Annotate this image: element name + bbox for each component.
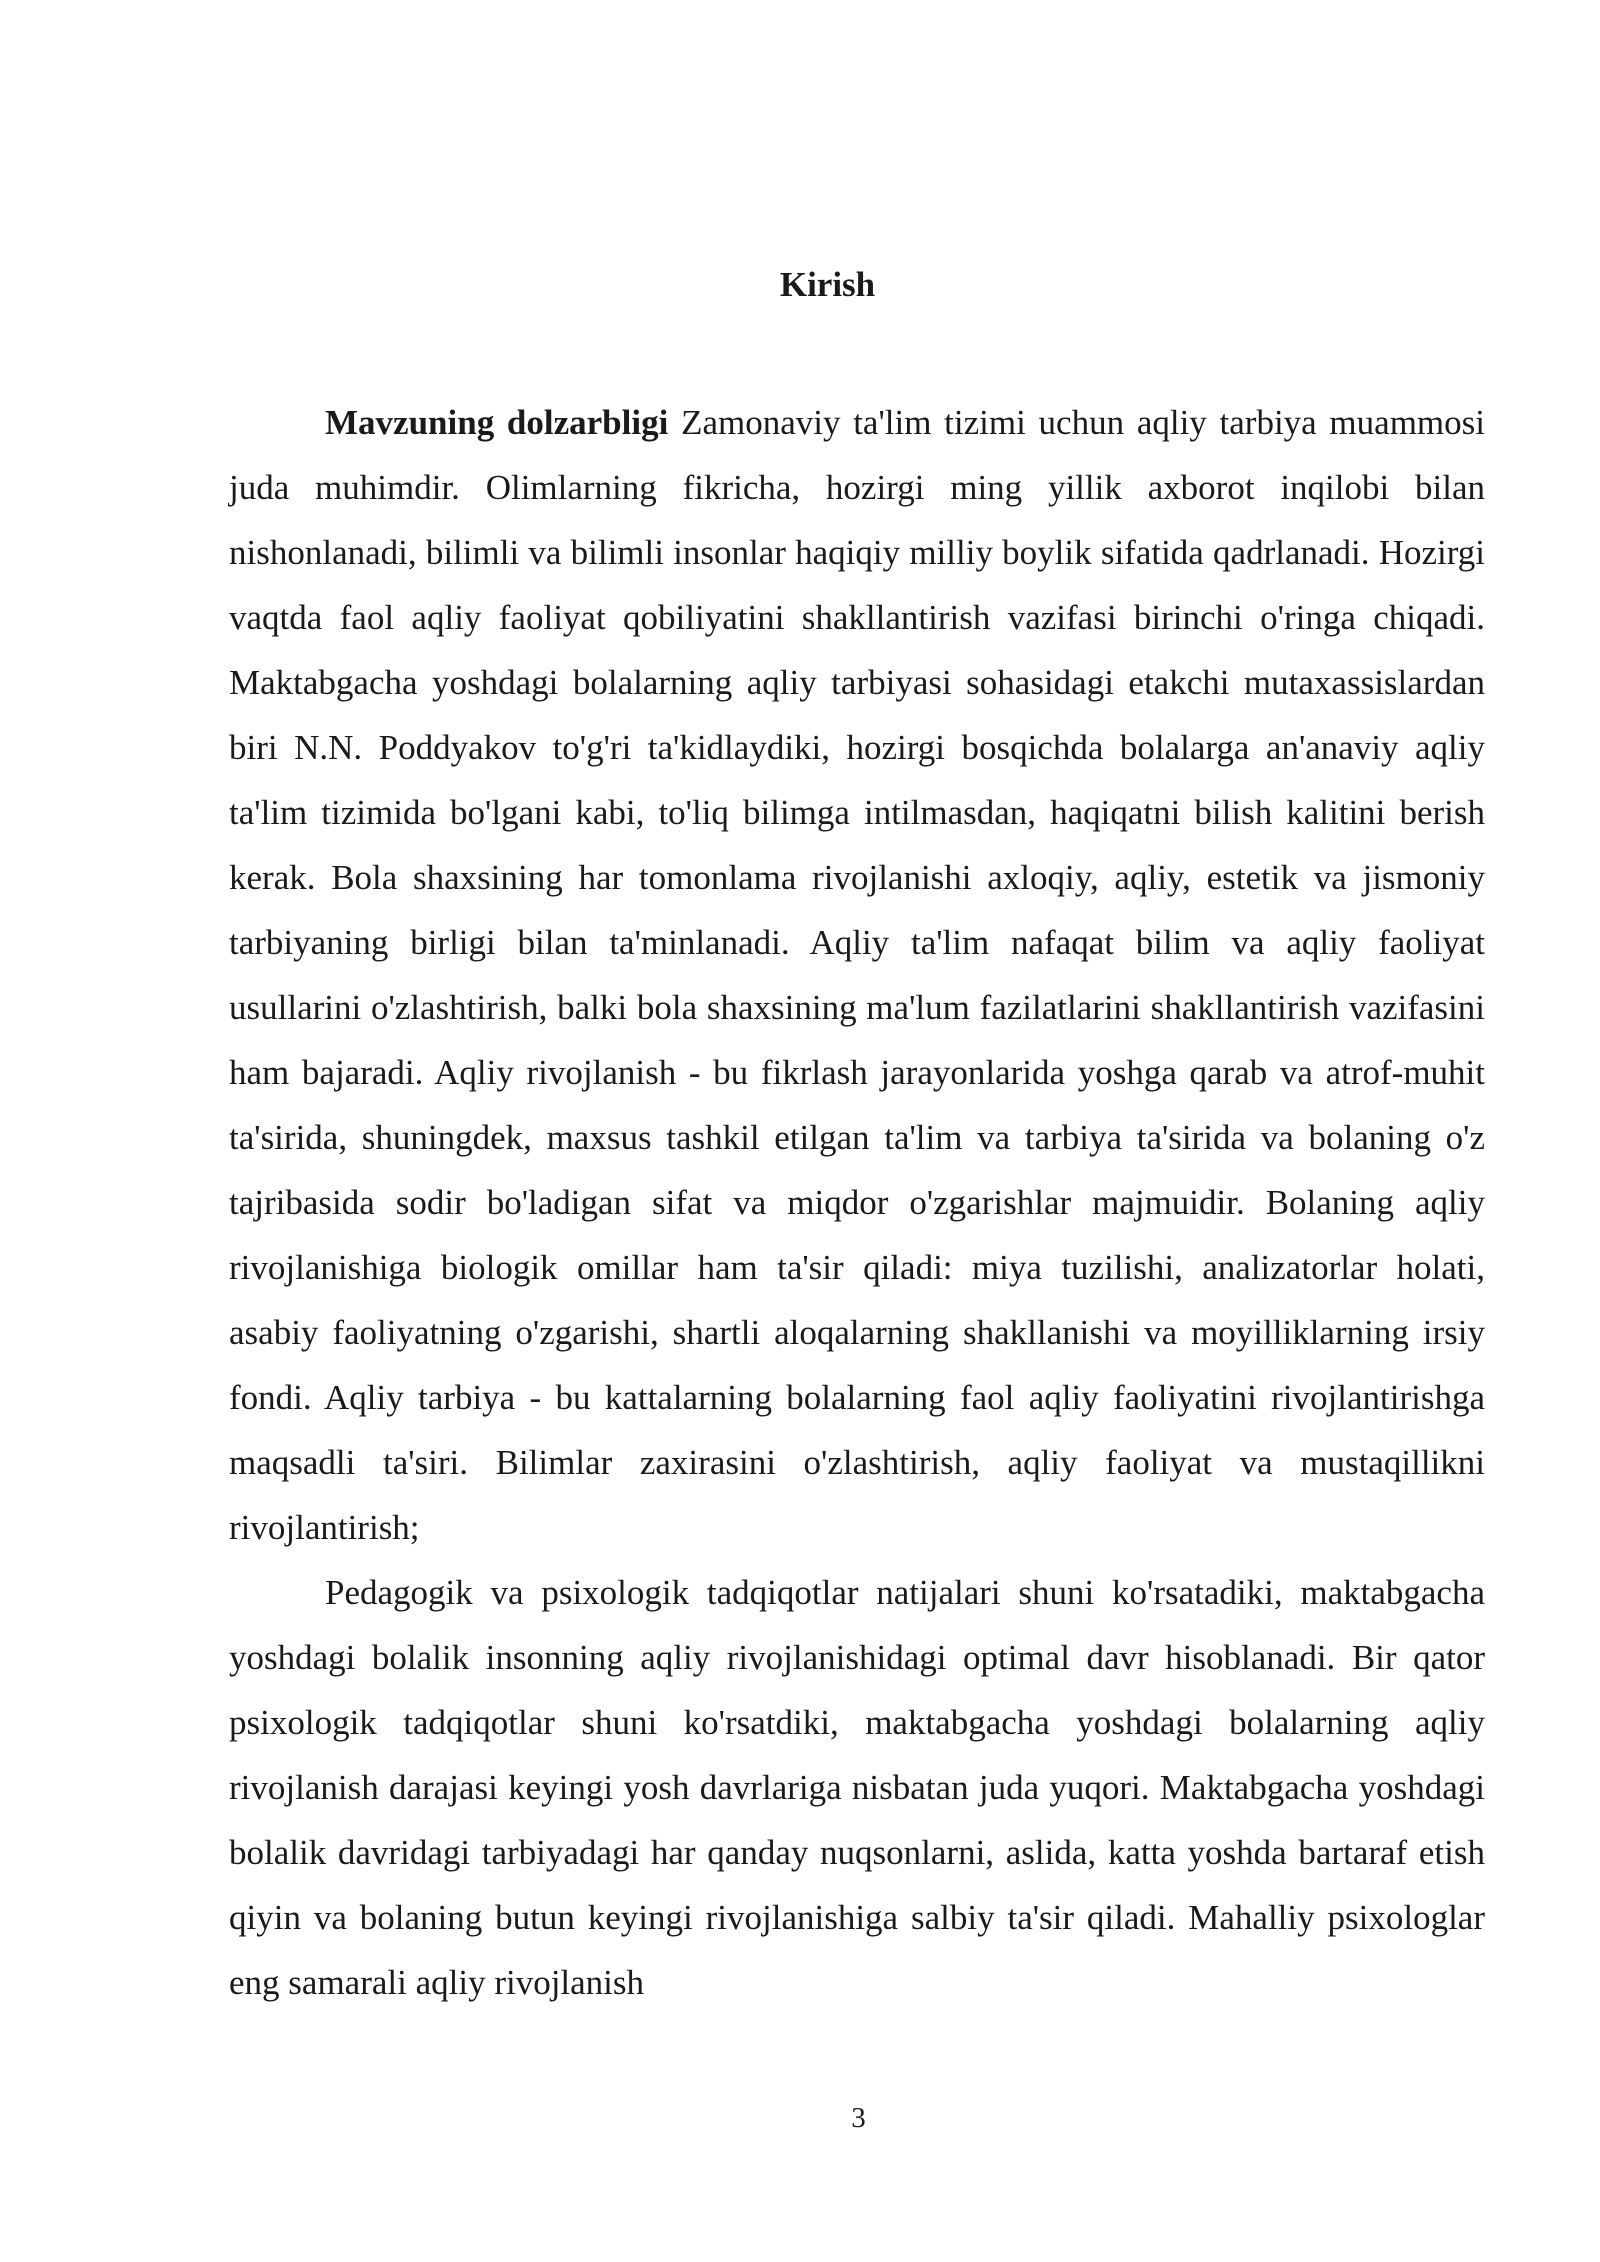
paragraph-research (229, 1560, 1485, 2015)
page-number: 3 (851, 2102, 866, 2134)
page-title: Kirish (779, 265, 876, 304)
paragraph-text: Pedagogik va psixologik tadqiqotlar natijalari shuni ko'rsatadiki, maktabgacha yoshdagi bolalik insonning aqliy rivojlanishidagi optimal davr hisoblanadi. Bir qator psixologik tadqiqotlar shuni ko'rsatdiki, maktabgacha yoshdagi bolalarning aqliy rivojlanish darajasi keyingi yosh davrlariga nisbatan juda yuqori. Maktabgacha yoshdagi bolalik davridagi tarbiyadagi har qanday nuqsonlarni, aslida, katta yoshda bartaraf etish qiyin va bolaning butun keyingi rivojlanishiga salbiy ta'sir qiladi. Mahalliy psixologlar eng samarali aqliy rivojlanish (229, 1573, 1485, 2002)
paragraph-lead: Mavzuning dolzarbligi (325, 403, 669, 442)
body-text (229, 390, 1485, 2015)
paragraph-text: Zamonaviy ta'lim tizimi uchun aqliy tarbiya muammosi juda muhimdir. Olimlarning fikricha, hozirgi ming yillik axborot inqilobi bilan nishonlanadi, bilimli va bilimli insonlar haqiqiy milliy boylik sifatida qadrlanadi. Hozirgi vaqtda faol aqliy faoliyat qobiliyatini shakllantirish vazifasi birinchi o'ringa chiqadi. Maktabgacha yoshdagi bolalarning aqliy tarbiyasi sohasidagi etakchi mutaxassislardan biri N.N. Poddyakov to'g'ri ta'kidlaydiki, hozirgi bosqichda bolalarga an'anaviy aqliy ta'lim tizimida bo'lgani kabi, to'liq bilimga intilmasdan, haqiqatni bilish kalitini berish kerak. Bola shaxsining har tomonlama rivojlanishi axloqiy, aqliy, estetik va jismoniy tarbiyaning birligi bilan ta'minlanadi. Aqliy ta'lim nafaqat bilim va aqliy faoliyat usullarini o'zlashtirish, balki bola shaxsining ma'lum fazilatlarini shakllantirish vazifasini ham bajaradi. Aqliy rivojlanish - bu fikrlash jarayonlarida yoshga qarab va atrof-muhit ta'sirida, shuningdek, maxsus tashkil etilgan ta'lim va tarbiya ta'sirida va bolaning o'z tajribasida sodir bo'ladigan sifat va miqdor o'zgarishlar majmuidir. Bolaning aqliy rivojlanishiga biologik omillar ham ta'sir qiladi: miya tuzilishi, analizatorlar holati, asabiy faoliyatning o'zgarishi, shartli aloqalarning shakllanishi va moyilliklarning irsiy fondi. Aqliy tarbiya - bu kattalarning bolalarning faol aqliy faoliyatini rivojlantirishga maqsadli ta'siri. Bilimlar zaxirasini o'zlashtirish, aqliy faoliyat va mustaqillikni rivojlantirish; (229, 403, 1485, 1547)
paragraph-relevance (229, 390, 1485, 1560)
